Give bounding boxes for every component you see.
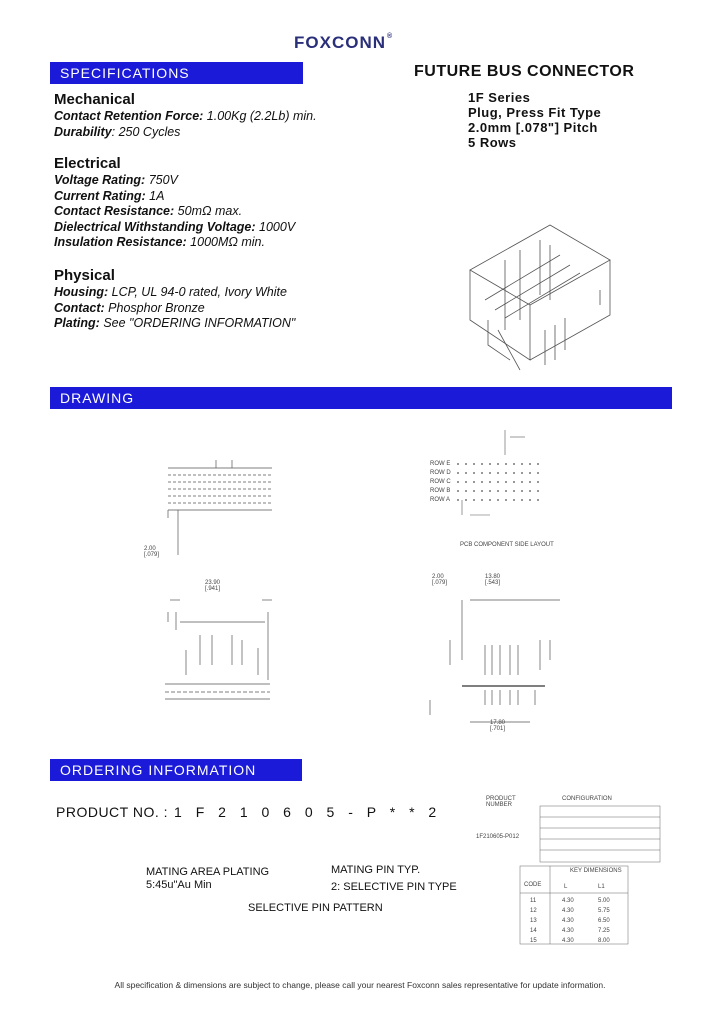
dim-depth: 13.80 [.543]: [485, 574, 501, 586]
pcb-hole: [465, 481, 467, 483]
pcb-hole: [521, 481, 523, 483]
pcb-hole: [497, 481, 499, 483]
pcb-hole: [481, 481, 483, 483]
selective-pin-pattern: SELECTIVE PIN PATTERN: [248, 902, 383, 914]
pcb-hole: [505, 472, 507, 474]
pcb-hole: [505, 490, 507, 492]
pcb-hole: [465, 463, 467, 465]
mating-pin-value: 2: SELECTIVE PIN TYPE: [331, 881, 457, 893]
specifications-header: SPECIFICATIONS: [50, 62, 303, 84]
spec-line: Contact: Phosphor Bronze: [54, 300, 205, 315]
pcb-hole: [529, 481, 531, 483]
foxconn-logo: FOXCONN®: [294, 33, 394, 52]
electrical-heading: Electrical: [54, 155, 121, 172]
pcb-hole: [497, 499, 499, 501]
spec-line: Current Rating: 1A: [54, 188, 165, 203]
pcb-hole: [481, 463, 483, 465]
pcb-hole: [513, 472, 515, 474]
pcb-hole: [497, 490, 499, 492]
config-table-lines: [520, 806, 660, 944]
pcb-hole: [513, 481, 515, 483]
pcb-hole: [457, 472, 459, 474]
pcb-hole: [505, 499, 507, 501]
pcb-hole: [529, 490, 531, 492]
spec-line: Durability: 250 Cycles: [54, 124, 181, 139]
pcb-hole: [489, 490, 491, 492]
spec-line: Housing: LCP, UL 94-0 rated, Ivory White: [54, 285, 287, 299]
pcb-hole: [465, 490, 467, 492]
dim-height: 17.80 [.701]: [490, 720, 506, 732]
product-number: PRODUCT NO. : 1 F 2 1 0 6 0 5 - P * * 2: [56, 804, 442, 820]
pcb-hole: [473, 481, 475, 483]
physical-heading: Physical: [54, 267, 115, 284]
pcb-row-labels: ROW E ROW D ROW C ROW B ROW A: [430, 461, 451, 503]
pcb-hole: [537, 463, 539, 465]
pcb-hole: [529, 499, 531, 501]
key-title: KEY DIMENSIONS: [570, 868, 622, 874]
pcb-hole: [513, 463, 515, 465]
pcb-hole: [481, 490, 483, 492]
side-view: [165, 600, 272, 699]
pcb-hole: [473, 463, 475, 465]
pcb-hole: [457, 499, 459, 501]
connector-isometric: [470, 225, 610, 370]
mating-plating-label: MATING AREA PLATING: [146, 866, 270, 878]
pcb-hole: [489, 499, 491, 501]
pcb-hole: [521, 472, 523, 474]
spec-line: Contact Resistance: 50mΩ max.: [54, 204, 243, 218]
pcb-hole: [457, 463, 459, 465]
spec-line: Contact Retention Force: 1.00Kg (2.2Lb) min.: [54, 109, 317, 123]
pcb-hole: [457, 481, 459, 483]
key-header-code: CODE: [524, 882, 542, 888]
pcb-hole: [537, 490, 539, 492]
pcb-hole: [473, 490, 475, 492]
pcb-hole: [473, 472, 475, 474]
spec-line: Dielectrical Withstanding Voltage: 1000V: [54, 219, 296, 234]
pcb-hole: [465, 472, 467, 474]
pcb-hole: [489, 472, 491, 474]
product-title: FUTURE BUS CONNECTOR: [414, 63, 635, 80]
pcb-hole: [537, 481, 539, 483]
mating-pin-label: MATING PIN TYP.: [331, 864, 421, 876]
electrical-specs: [54, 173, 295, 251]
pcb-hole: [481, 499, 483, 501]
pcb-hole: [473, 499, 475, 501]
front-view: [168, 460, 272, 555]
pcb-hole: [529, 463, 531, 465]
spec-line: Voltage Rating: 750V: [54, 173, 178, 187]
pcb-hole: [481, 472, 483, 474]
key-codes: 11 12 13 14 15: [530, 898, 537, 944]
spec-line: Insulation Resistance: 1000MΩ min.: [54, 235, 265, 249]
mating-plating-value: 5:45u"Au Min: [146, 879, 212, 891]
pcb-layout: [457, 463, 539, 501]
pcb-hole: [529, 472, 531, 474]
pcb-hole: [489, 463, 491, 465]
key-header-l1: L1: [598, 884, 605, 890]
key-l-values: 4.30 4.30 4.30 4.30 4.30: [562, 898, 574, 944]
dim-width: 23.90 [.941]: [205, 580, 221, 592]
footer-note: All specification & dimensions are subject to change, please call your nearest Foxconn sales representative for update information.: [114, 980, 606, 990]
physical-specs: [54, 285, 295, 332]
pcb-hole: [497, 463, 499, 465]
key-header-l: L: [564, 884, 568, 890]
pcb-hole: [489, 481, 491, 483]
ordering-header: ORDERING INFORMATION: [50, 759, 302, 781]
mechanical-heading: Mechanical: [54, 91, 135, 108]
pcb-hole: [505, 463, 507, 465]
pcb-layout-label: PCB COMPONENT SIDE LAYOUT: [460, 542, 554, 548]
end-view: [430, 600, 560, 722]
pcb-hole: [457, 490, 459, 492]
config-pn: 1F210605-P012: [476, 834, 520, 840]
pcb-hole: [521, 490, 523, 492]
pcb-hole: [521, 463, 523, 465]
spec-line: Plating: See "ORDERING INFORMATION": [54, 316, 296, 330]
pcb-hole: [537, 472, 539, 474]
config-product-label: PRODUCT NUMBER: [486, 796, 516, 808]
pcb-hole: [513, 490, 515, 492]
dim-row-pitch: 2.00 [.079]: [432, 574, 448, 586]
product-lines: 1F Series Plug, Press Fit Type 2.0mm [.078"] Pitch 5 Rows: [468, 90, 602, 150]
pcb-hole: [505, 481, 507, 483]
pcb-hole: [537, 499, 539, 501]
pcb-hole: [465, 499, 467, 501]
pcb-hole: [497, 472, 499, 474]
pcb-hole: [513, 499, 515, 501]
config-label: CONFIGURATION: [562, 796, 612, 802]
key-l1-values: 5.00 5.75 6.50 7.25 8.00: [598, 898, 610, 944]
dim-pitch: 2.00 [.079]: [144, 546, 160, 558]
drawing-header: DRAWING: [50, 387, 672, 409]
mechanical-specs: [54, 109, 317, 140]
pcb-hole: [521, 499, 523, 501]
